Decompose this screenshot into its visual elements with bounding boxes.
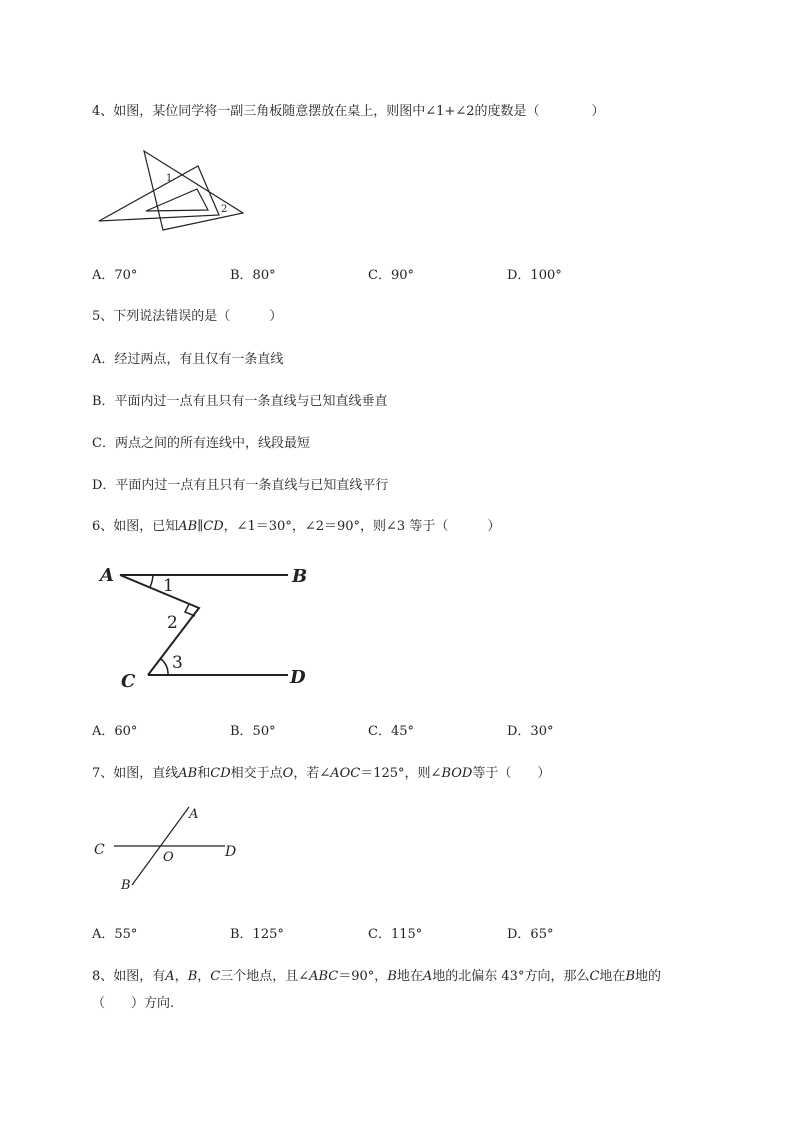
q6-label-3: 3	[172, 653, 183, 673]
q4-plus: +	[444, 104, 456, 119]
q6-figure	[96, 560, 326, 695]
q4-label-1: 1	[166, 173, 173, 184]
q7-cd: CD	[210, 766, 231, 781]
q4-stem-text: 4、如图，某位同学将一副三角板随意摆放在桌上，则图中	[92, 104, 426, 119]
q7-option-a[interactable]: A．55°	[92, 927, 138, 942]
q7-aoc: AOC	[330, 766, 361, 781]
q8-c: C	[210, 969, 221, 984]
q5-stem: 5、下列说法错误的是（ ）	[92, 309, 283, 324]
q5-option-b[interactable]: B．平面内过一点有且只有一条直线与已知直线垂直	[92, 394, 388, 409]
q6-label-A: A	[100, 565, 114, 586]
q6-option-a[interactable]: A．60°	[92, 724, 138, 739]
q8-b2: B	[387, 969, 397, 984]
q8-c3: C	[589, 969, 600, 984]
q8-b: B	[187, 969, 198, 984]
q8-a: A	[165, 969, 175, 984]
q8-b3: B	[625, 969, 635, 984]
q6-zigzag	[120, 575, 199, 675]
q4-angle1: ∠1	[425, 104, 445, 119]
q8-abc: ABC	[309, 969, 339, 984]
q6-label-1: 1	[163, 576, 174, 596]
q7-label-A: A	[189, 807, 199, 822]
q6-option-d[interactable]: D．30°	[507, 724, 554, 739]
q7-stem-text: 7、如图，直线	[92, 766, 179, 781]
q6-option-b[interactable]: B．50°	[230, 724, 276, 739]
q5-option-a[interactable]: A．经过两点，有且仅有一条直线	[92, 352, 284, 367]
q7-label-O: O	[163, 850, 174, 865]
q7-and: 和	[197, 766, 211, 781]
q7-label-C: C	[94, 842, 105, 858]
q7-option-c[interactable]: C．115°	[368, 927, 423, 942]
q7-bod: BOD	[441, 766, 473, 781]
q6-cd: CD	[203, 519, 224, 534]
q8-text-4: 地在	[396, 969, 423, 984]
q7-mid1: 相交于点	[230, 766, 283, 781]
q7-stem	[92, 762, 550, 781]
q6-arc-3	[161, 659, 168, 675]
q7-stem-end: 等于（ ）	[472, 766, 551, 781]
q6-stem-text: 6、如图，已知	[92, 519, 179, 534]
q6-label-2: 2	[167, 613, 178, 633]
q4-option-a[interactable]: A．70°	[92, 268, 138, 283]
q7-ab: AB	[178, 766, 198, 781]
q6-stem	[92, 515, 500, 534]
q8-text-3: ＝90°，	[338, 969, 388, 984]
q7-o: O	[282, 766, 294, 781]
q4-figure	[96, 148, 246, 238]
q6-label-B: B	[292, 566, 308, 587]
q6-label-D: D	[290, 667, 306, 688]
q7-label-D: D	[225, 844, 237, 860]
q8-text-2: 三个地点，且∠	[220, 969, 310, 984]
q4-option-c[interactable]: C．90°	[368, 268, 414, 283]
q6-ab: AB	[178, 519, 198, 534]
q6-stem-end: ，∠1＝30°，∠2＝90°，则∠3 等于（ ）	[223, 519, 501, 534]
q7-mid2: ，若∠	[293, 766, 331, 781]
q7-mid3: ＝125°，则∠	[360, 766, 442, 781]
q8-comma-1: ，	[174, 969, 188, 984]
q7-option-b[interactable]: B．125°	[230, 927, 284, 942]
q4-option-b[interactable]: B．80°	[230, 268, 276, 283]
q8-text-7: 地的	[635, 969, 662, 984]
q8-comma-2: ，	[197, 969, 211, 984]
q6-label-C: C	[121, 671, 136, 692]
q4-angle2: ∠2	[455, 104, 475, 119]
q6-parallel: ∥	[197, 519, 204, 534]
q4-label-2: 2	[221, 204, 228, 215]
q5-option-c[interactable]: C．两点之间的所有连线中，线段最短	[92, 436, 310, 451]
q8-a2: A	[422, 969, 433, 984]
q8-stem-line2: （ ）方向.	[92, 996, 175, 1011]
q4-stem	[92, 100, 605, 119]
q8-text-1: 8、如图，有	[92, 969, 166, 984]
q6-arc-1	[150, 575, 153, 587]
q7-label-B: B	[121, 878, 131, 893]
q7-figure	[92, 805, 252, 895]
q4-option-d[interactable]: D．100°	[507, 268, 562, 283]
q7-option-d[interactable]: D．65°	[507, 927, 554, 942]
q8-stem-line1	[92, 965, 661, 984]
q5-option-d[interactable]: D．平面内过一点有且只有一条直线与已知直线平行	[92, 478, 389, 493]
q6-option-c[interactable]: C．45°	[368, 724, 414, 739]
q4-stem-end: 的度数是（ ）	[474, 104, 605, 119]
q8-text-6: 地在	[599, 969, 626, 984]
q8-text-5: 地的北偏东 43°方向，那么	[432, 969, 590, 984]
